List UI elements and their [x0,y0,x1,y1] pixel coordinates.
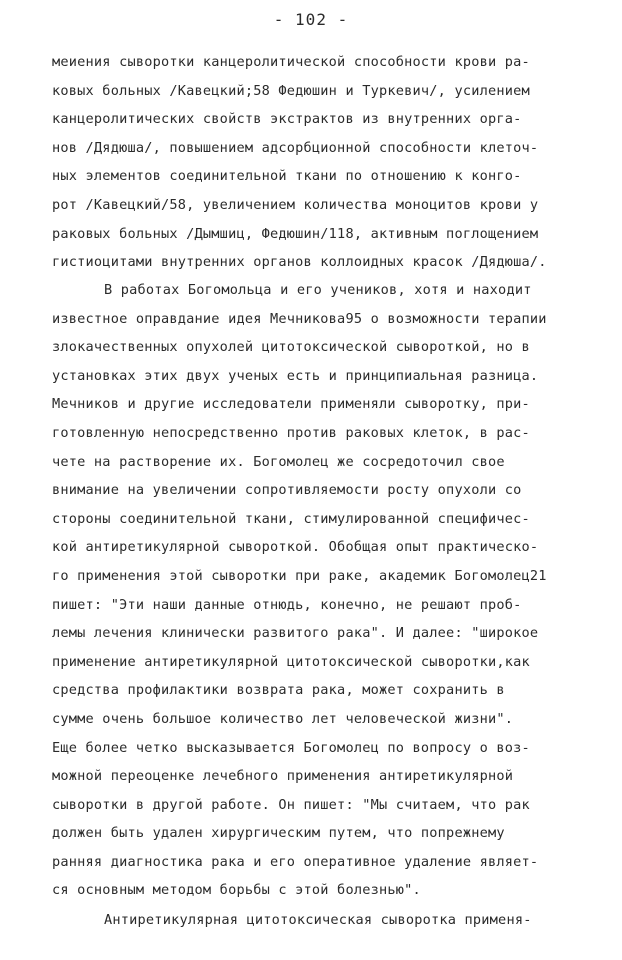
text-line: стороны соединительной ткани, стимулированной специфичес- [52,510,530,527]
text-line: ных элементов соединительной ткани по отношению к конго- [52,168,522,185]
text-line: применение антиретикулярной цитотоксической сыворотки,как [52,653,530,670]
text-line: Мечников и другие исследователи применяли сыворотку, при- [52,396,530,413]
text-line: должен быть удален хирургическим путем, что попрежнему [52,825,505,842]
text-line: го применения этой сыворотки при раке, академик Богомолец21 [52,567,547,584]
text-line: сыворотки в другой работе. Он пишет: "Мы считаем, что рак [52,796,530,813]
text-line: гистиоцитами внутренних органов коллоидных красок /Дядюша/. [52,254,547,271]
text-line: ковых больных /Кавецкий;58 Федюшин и Туркевич/, усилением [52,82,530,99]
text-line: чете на растворение их. Богомолец же сосредоточил свое [52,453,505,470]
text-line: сумме очень большое количество лет человеческой жизни". [52,710,514,727]
text-line: известное оправдание идея Мечникова95 о возможности терапии [52,310,547,327]
text-line: нов /Дядюша/, повышением адсорбционной способности клеточ- [52,139,539,156]
page-number: - 102 - [273,10,349,29]
text-line: установках этих двух ученых есть и принципиальная разница. [52,367,539,384]
text-line: внимание на увеличении сопротивляемости росту опухоли со [52,482,522,499]
text-line: готовленную непосредственно против раковых клеток, в рас- [52,424,530,441]
text-line: раковых больных /Дымшиц, Федюшин/118, активным поглощением [52,225,539,242]
text-line: канцеролитических свойств экстрактов из внутренних орга- [52,111,522,128]
text-line: ранняя диагностика рака и его оперативное удаление являет- [52,853,539,870]
text-line: пишет: "Эти наши данные отнюдь, конечно, не решают проб- [52,596,522,613]
text-line: Антиретикулярная цитотоксическая сыворотка применя- [104,912,532,928]
text-line: можной переоценке лечебного применения антиретикулярной [52,768,514,785]
paragraph-2 [52,276,572,905]
text-line: средства профилактики возврата рака, может сохранить в [52,682,505,699]
text-line: Еще более четко высказывается Богомолец по вопросу о воз- [52,739,530,756]
text-line: В работах Богомольца и его учеников, хотя и находит [104,282,532,298]
text-line: меиения сыворотки канцеролитической способности крови ра- [52,54,530,70]
text-line: ся основным методом борьбы с этой болезнью". [52,882,421,899]
text-line: кой антиретикулярной сывороткой. Обобщая опыт практическо- [52,539,539,556]
text-line: лемы лечения клинически развитого рака". И далее: "широкое [52,625,539,642]
paragraph-1 [52,48,572,277]
text-line: рот /Кавецкий/58, увеличением количества моноцитов крови у [52,196,539,213]
paragraph-3 [52,906,572,935]
text-line: злокачественных опухолей цитотоксической сывороткой, но в [52,339,530,356]
